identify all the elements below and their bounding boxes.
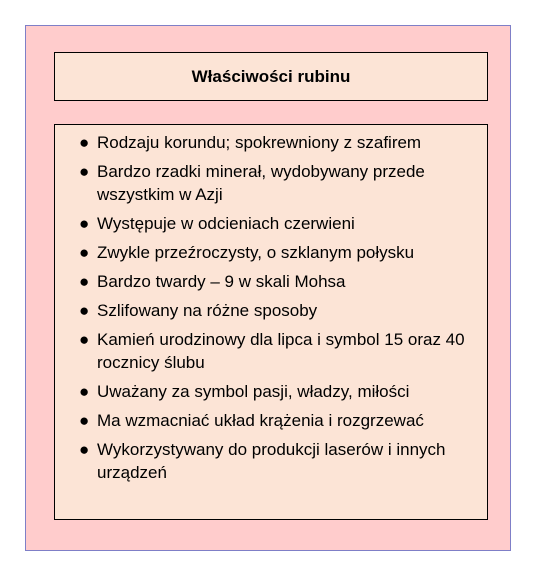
bullet-icon: ● <box>79 301 90 320</box>
list-item <box>79 380 473 403</box>
list-item <box>79 212 473 235</box>
bullet-icon: ● <box>79 411 90 430</box>
list-item-text: Wykorzystywany do produkcji laserów i innych urządzeń <box>97 440 446 482</box>
bullet-icon: ● <box>79 162 90 181</box>
page-title: Właściwości rubinu <box>191 66 351 86</box>
title-box <box>54 52 488 101</box>
bullet-icon: ● <box>79 214 90 233</box>
list-item-text: Bardzo rzadki minerał, wydobywany przede wszystkim w Azji <box>97 162 425 204</box>
bullet-icon: ● <box>79 382 90 401</box>
bullet-icon: ● <box>79 440 90 459</box>
list-item-text: Zwykle przeźroczysty, o szklanym połysku <box>97 243 415 262</box>
bullet-icon: ● <box>79 272 90 291</box>
list-item <box>79 131 473 154</box>
list-item <box>79 438 473 484</box>
properties-list <box>79 131 473 484</box>
bullet-icon: ● <box>79 243 90 262</box>
bullet-icon: ● <box>79 133 90 152</box>
list-item <box>79 409 473 432</box>
list-item <box>79 299 473 322</box>
list-item-text: Szlifowany na różne sposoby <box>97 301 318 320</box>
properties-box <box>54 124 488 520</box>
list-item-text: Występuje w odcieniach czerwieni <box>97 214 355 233</box>
bullet-icon: ● <box>79 330 90 349</box>
list-item-text: Bardzo twardy – 9 w skali Mohsa <box>97 272 346 291</box>
list-item-text: Rodzaju korundu; spokrewniony z szafirem <box>97 133 422 152</box>
list-item <box>79 270 473 293</box>
list-item-text: Uważany za symbol pasji, władzy, miłości <box>97 382 410 401</box>
list-item <box>79 241 473 264</box>
list-item <box>79 328 473 374</box>
list-item-text: Ma wzmacniać układ krążenia i rozgrzewać <box>97 411 424 430</box>
list-item <box>79 160 473 206</box>
list-item-text: Kamień urodzinowy dla lipca i symbol 15 oraz 40 rocznicy ślubu <box>97 330 465 372</box>
